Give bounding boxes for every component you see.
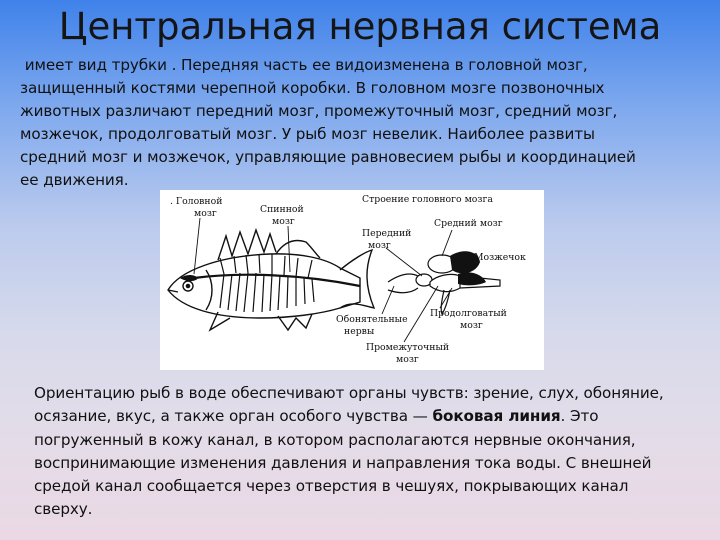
paragraph-line: воспринимающие изменения давления и направления тока воды. С внешней (34, 453, 652, 472)
intro-line: животных различают передний мозг, промежуточный мозг, средний мозг, (20, 102, 618, 120)
fish-skeleton (194, 254, 360, 312)
intro-line: защищенный костями черепной коробки. В головном мозге позвоночных (20, 79, 605, 97)
text-span: осязание, вкус, а также орган особого чувства — (34, 407, 433, 426)
sense-organs-text (34, 382, 710, 522)
label-cerebellum: Мозжечок (474, 252, 526, 263)
paragraph-line: Ориентацию рыб в воде обеспечивают органы чувств: зрение, слух, обоняние, (34, 384, 664, 402)
slide-title: Центральная нервная система (58, 5, 662, 48)
label-diencephalon-2: мозг (396, 354, 419, 365)
medulla-mark (458, 272, 486, 285)
text-span: . Это (560, 407, 599, 426)
label-spinal-cord: Спинной (260, 204, 304, 215)
label-diencephalon: Промежуточный (366, 342, 450, 353)
label-brain-structure: Строение головного мозга (362, 194, 493, 205)
fish-diagram (160, 190, 544, 370)
label-forebrain: Передний (362, 228, 412, 239)
intro-line: ее движения. (20, 171, 129, 189)
label-olfactory-nerves-2: нервы (344, 326, 375, 337)
intro-line: мозжечок, продолговатый мозг. У рыб мозг невелик. Наиболее развиты (20, 125, 595, 143)
label-midbrain: Средний мозг (434, 218, 503, 229)
paragraph-line: средой канал сообщается через отверстия в чешуях, покрывающих канал (34, 477, 629, 496)
label-head-brain-2: мозг (194, 208, 217, 219)
label-head-brain: . Головной (170, 196, 223, 207)
paragraph-line (34, 405, 710, 428)
intro-text (20, 54, 702, 192)
label-forebrain-2: мозг (368, 240, 391, 251)
intro-line: средний мозг и мозжечок, управляющие равновесием рыбы и координацией (20, 148, 636, 166)
label-medulla-2: мозг (460, 320, 483, 331)
fish-nervous-system-figure (160, 190, 544, 370)
paragraph-line: погруженный в кожу канал, в котором располагаются нервные окончания, (34, 430, 636, 449)
label-medulla: Продолговатый (430, 308, 507, 319)
label-spinal-cord-2: мозг (272, 216, 295, 227)
label-olfactory-nerves: Обонятельные (336, 314, 408, 325)
lateral-line-term: боковая линия (432, 407, 561, 426)
intro-line: имеет вид трубки . Передняя часть ее видоизменена в головной мозг, (20, 56, 588, 74)
brain-structure-illustration (388, 255, 500, 314)
paragraph-line: сверху. (34, 500, 93, 519)
